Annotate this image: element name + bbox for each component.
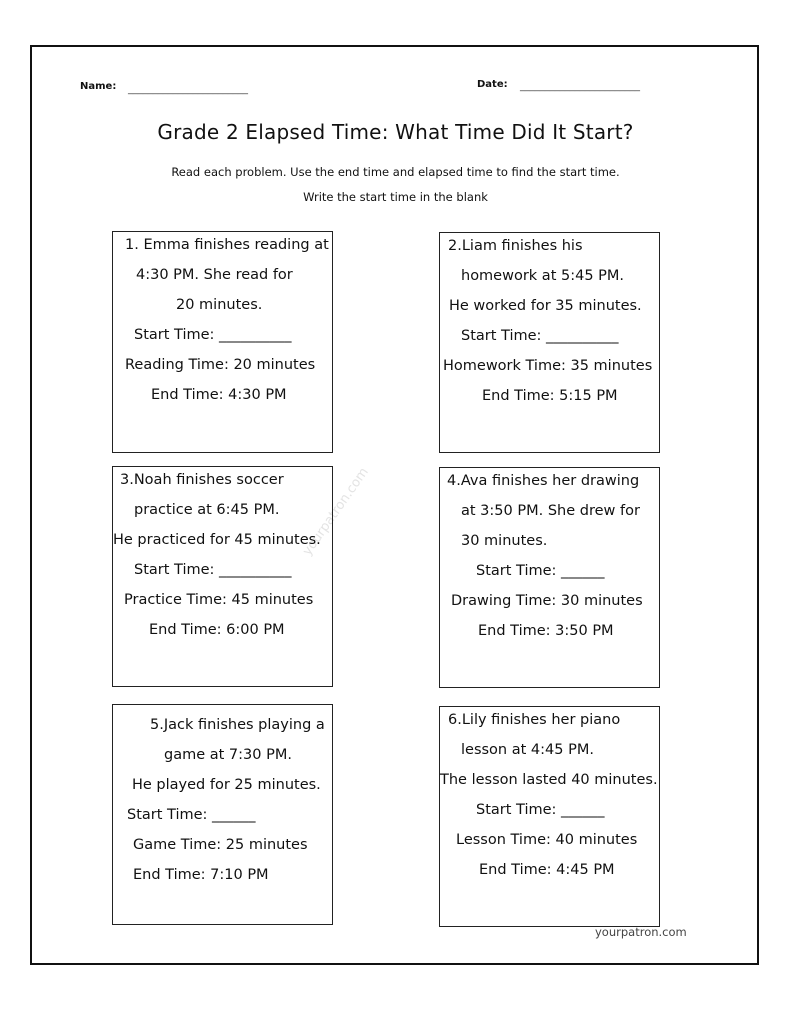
problem-1-end-time: End Time: 4:30 PM [151, 387, 287, 403]
watermark: yourpatron.com [300, 465, 372, 559]
problem-3-question: practice at 6:45 PM. [134, 502, 280, 518]
problem-2-start-time-blank[interactable]: Start Time: __________ [461, 328, 619, 344]
instructions-line-2: Write the start time in the blank [303, 190, 488, 204]
problem-1-question: 1. Emma finishes reading at [125, 237, 329, 253]
problem-4-start-time-blank[interactable]: Start Time: ______ [476, 563, 605, 579]
problem-6-end-time: End Time: 4:45 PM [479, 862, 615, 878]
problem-6-elapsed: Lesson Time: 40 minutes [456, 832, 638, 848]
problem-5-question: game at 7:30 PM. [164, 747, 292, 763]
problem-6-question: The lesson lasted 40 minutes. [440, 772, 658, 788]
problem-5-question: He played for 25 minutes. [132, 777, 321, 793]
problem-6-start-time-blank[interactable]: Start Time: ______ [476, 802, 605, 818]
problem-4-question: 30 minutes. [461, 533, 548, 549]
problem-2-question: He worked for 35 minutes. [449, 298, 642, 314]
problem-3-elapsed: Practice Time: 45 minutes [124, 592, 314, 608]
problem-2-end-time: End Time: 5:15 PM [482, 388, 618, 404]
problem-5-elapsed: Game Time: 25 minutes [133, 837, 308, 853]
problem-4-question: at 3:50 PM. She drew for [461, 503, 640, 519]
problem-1-question: 4:30 PM. She read for [136, 267, 293, 283]
problem-1-question: 20 minutes. [176, 297, 263, 313]
problem-2-question: 2.Liam finishes his [448, 238, 583, 254]
problem-3-end-time: End Time: 6:00 PM [149, 622, 285, 638]
date-label: Date: [477, 79, 508, 90]
problem-4-elapsed: Drawing Time: 30 minutes [451, 593, 643, 609]
problem-2-question: homework at 5:45 PM. [461, 268, 625, 284]
problem-6-question: lesson at 4:45 PM. [461, 742, 594, 758]
problem-3-question: He practiced for 45 minutes. [113, 532, 321, 548]
problem-5-start-time-blank[interactable]: Start Time: ______ [127, 807, 256, 823]
problem-1-elapsed: Reading Time: 20 minutes [125, 357, 316, 373]
problem-3-start-time-blank[interactable]: Start Time: __________ [134, 562, 292, 578]
problem-4-end-time: End Time: 3:50 PM [478, 623, 614, 639]
problem-5-end-time: End Time: 7:10 PM [133, 867, 269, 883]
problem-2-elapsed: Homework Time: 35 minutes [443, 358, 653, 374]
problem-6-question: 6.Lily finishes her piano [448, 712, 621, 728]
name-label: Name: [80, 81, 117, 92]
problem-5-question: 5.Jack finishes playing a [150, 717, 325, 733]
instructions-line-1: Read each problem. Use the end time and elapsed time to find the start time. [171, 165, 620, 179]
problem-1-start-time-blank[interactable]: Start Time: __________ [134, 327, 292, 343]
name-field[interactable]: ________________________ [128, 84, 248, 95]
problem-3-question: 3.Noah finishes soccer [120, 472, 284, 488]
problem-4-question: 4.Ava finishes her drawing [447, 473, 640, 489]
date-field[interactable]: ________________________ [520, 81, 640, 92]
worksheet-title: Grade 2 Elapsed Time: What Time Did It Start? [157, 120, 634, 144]
footer-site-link: yourpatron.com [595, 925, 687, 939]
